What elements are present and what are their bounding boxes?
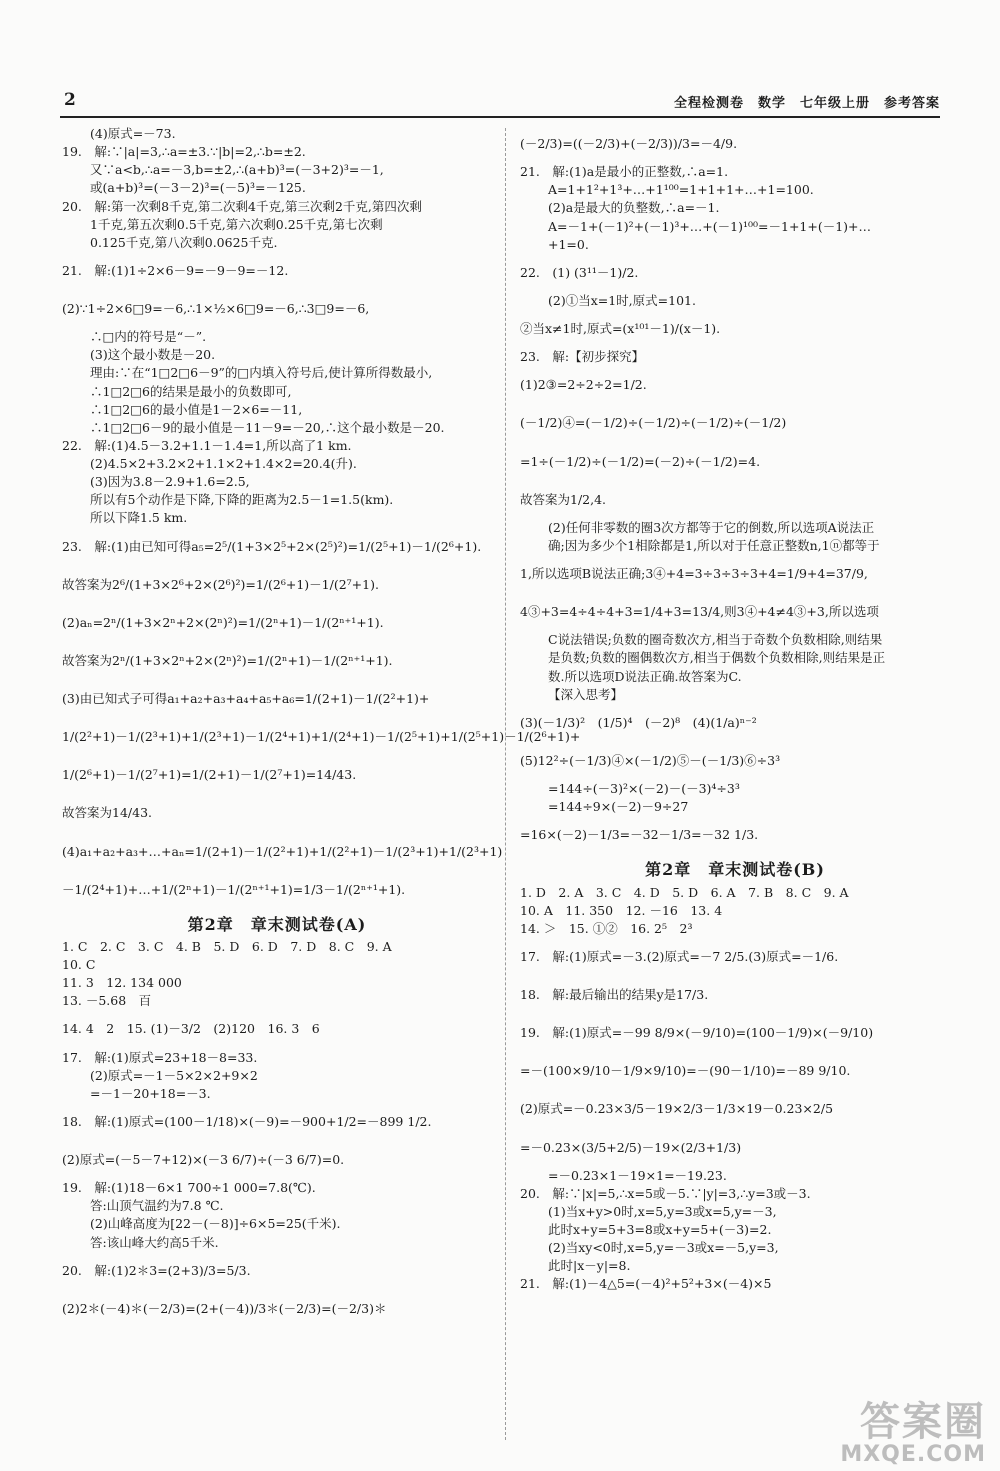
answer-line: ∴1□2□6的最小值是1－2×6=－11,: [90, 401, 303, 417]
answer-line: (2)原式=－1－5×2×2+9×2: [90, 1067, 258, 1083]
answer-line: (－1/2)④=(－1/2)÷(－1/2)÷(－1/2)÷(－1/2): [520, 415, 787, 431]
answer-line: (2)山峰高度为[22－(－8)]÷6×5=25(千米).: [90, 1216, 341, 1232]
answer-line: 10. C: [62, 957, 96, 973]
answer-line: =144÷9×(－2)－9÷27: [548, 799, 689, 815]
answer-line: 答:山顶气温约为7.8 ℃.: [90, 1198, 224, 1214]
right-column: [520, 125, 950, 1294]
answer-line: 19. 解:(1)原式=－99 8/9×(－9/10)=(100－1/9)×(－9/10): [520, 1025, 874, 1041]
answer-line: 此时x+y=5+3=8或x+y=5+(－3)=2.: [548, 1222, 772, 1238]
answer-line: 17. 解:(1)原式=23+18－8=33.: [62, 1049, 258, 1065]
answer-line: +1=0.: [548, 236, 589, 252]
answer-line: (5)12²÷(－1/3)④×(－1/2)⑤－(－1/3)⑥÷3³: [520, 752, 781, 768]
watermark-url: MXQE.COM: [840, 1442, 986, 1467]
answer-line: 1. C 2. C 3. C 4. B 5. D 6. D 7. D 8. C 9. A: [62, 938, 392, 954]
answer-line: 18. 解:(1)原式=(100－1/18)×(－9)=－900+1/2=－899 1/2.: [62, 1113, 432, 1129]
answer-line: (1)当x+y>0时,x=5,y=3或x=5,y=－3,: [548, 1203, 777, 1219]
section-heading: 第2章 章末测试卷(B): [645, 860, 825, 880]
answer-line: 所以有5个动作是下降,下降的距离为2.5－1=1.5(km).: [90, 492, 394, 508]
answer-line: A=－1+(－1)²+(－1)³+…+(－1)¹⁰⁰=－1+1+(－1)+…: [548, 218, 872, 234]
answer-line: 20. 解:∵|x|=5,∴x=5或－5.∵|y|=3,∴y=3或－3.: [520, 1185, 811, 1201]
watermark-logo: 答案圈: [860, 1399, 986, 1445]
header-title: 全程检测卷 数学 七年级上册 参考答案: [673, 96, 940, 111]
watermark: [840, 1399, 986, 1467]
answer-line: (2)当xy<0时,x=5,y=－3或x=－5,y=3,: [548, 1240, 779, 1256]
answer-line: 21. 解:(1)1÷2×6－9=－9－9=－12.: [62, 262, 289, 278]
answer-line: 19. 解:∵|a|=3,∴a=±3.∵|b|=2,∴b=±2.: [62, 144, 306, 160]
answer-line: 确;因为多少个1相除都是1,所以对于任意正整数n,1ⓝ都等于: [548, 537, 880, 553]
answer-line: 21. 解:(1)－4△5=(－4)²+5²+3×(－4)×5: [520, 1276, 772, 1292]
answer-line: =－0.23×(3/5+2/5)－19×(2/3+1/3): [520, 1139, 742, 1155]
answer-line: =－(100×9/10－1/9×9/10)=－(90－1/10)=－89 9/10.: [520, 1063, 851, 1079]
answer-line: (2)a是最大的负整数,∴a=－1.: [548, 200, 720, 216]
answer-line: C说法错误;负数的圈奇数次方,相当于奇数个负数相除,则结果: [548, 632, 883, 648]
answer-line: (2)∵1÷2×6□9=－6,∴1×½×6□9=－6,∴3□9=－6,: [62, 301, 370, 316]
answer-line: ∴□内的符号是“－”.: [90, 329, 207, 345]
answer-line: 1/(2²+1)－1/(2³+1)+1/(2³+1)－1/(2⁴+1)+1/(2⁴+1)－1/(2⁵+1)+1/(2⁵+1)－1/(2⁶+1)+: [62, 729, 581, 745]
answer-line: 10. A 11. 350 12. －16 13. 4: [520, 902, 723, 918]
answer-line: =－0.23×1－19×1=－19.23.: [548, 1167, 727, 1183]
answer-line: 1/(2⁶+1)－1/(2⁷+1)=1/(2+1)－1/(2⁷+1)=14/43.: [62, 767, 357, 783]
answer-line: (2)①当x=1时,原式=101.: [548, 292, 696, 308]
answer-line: 22. 解:(1)4.5－3.2+1.1－1.4=1,所以高了1 km.: [62, 437, 352, 453]
section-heading: 第2章 章末测试卷(A): [187, 914, 367, 934]
column-divider: [505, 128, 506, 1440]
answer-line: (2)aₙ=2ⁿ/(1+3×2ⁿ+2×(2ⁿ)²)=1/(2ⁿ+1)－1/(2ⁿ⁺¹+1).: [62, 614, 384, 630]
answer-line: 20. 解:(1)2＊3=(2+3)/3=5/3.: [62, 1262, 251, 1278]
answer-line: 14. 4 2 15. (1)－3/2 (2)120 16. 3 6: [62, 1021, 320, 1037]
answer-line: 14. ＞ 15. ①② 16. 2⁵ 2³: [520, 920, 693, 936]
answer-line: (3)由已知式子可得a₁+a₂+a₃+a₄+a₅+a₆=1/(2+1)－1/(2²+1)+: [62, 691, 430, 706]
answer-line: (2)4.5×2+3.2×2+1.1×2+1.4×2=20.4(升).: [90, 456, 357, 471]
answer-line: 数.所以选项D说法正确.故答案为C.: [548, 668, 742, 684]
answer-line: 故答案为14/43.: [62, 805, 152, 821]
answer-line: －1/(2⁴+1)+…+1/(2ⁿ+1)－1/(2ⁿ⁺¹+1)=1/3－1/(2ⁿ⁺¹+1).: [62, 881, 406, 897]
answer-line: =－1－20+18=－3.: [90, 1085, 211, 1101]
answer-line: 故答案为2ⁿ/(1+3×2ⁿ+2×(2ⁿ)²)=1/(2ⁿ+1)－1/(2ⁿ⁺¹+1).: [62, 652, 393, 668]
answer-line: (2)原式=(－5－7+12)×(－3 6/7)÷(－3 6/7)=0.: [62, 1152, 345, 1168]
answer-line: 21. 解:(1)a是最小的正整数,∴a=1.: [520, 164, 729, 180]
answer-line: (3)因为3.8－2.9+1.6=2.5,: [90, 474, 250, 490]
answer-line: 23. 解:(1)由已知可得a₅=2⁵/(1+3×2⁵+2×(2⁵)²)=1/(2⁵+1)－1/(2⁶+1).: [62, 538, 482, 554]
answer-line: (2)原式=－0.23×3/5－19×2/3－1/3×19－0.23×2/5: [520, 1101, 834, 1117]
answer-line: 故答案为2⁶/(1+3×2⁶+2×(2⁶)²)=1/(2⁶+1)－1/(2⁷+1).: [62, 576, 379, 592]
answer-line: 故答案为1/2,4.: [520, 491, 607, 507]
answer-line: (3)这个最小数是－20.: [90, 347, 216, 363]
answer-line: 1. D 2. A 3. C 4. D 5. D 6. A 7. B 8. C 9. A: [520, 884, 849, 900]
answer-line: 0.125千克,第八次剩0.0625千克.: [90, 234, 278, 250]
answer-line: (2)2＊(－4)＊(－2/3)=(2+(－4))/3＊(－2/3)=(－2/3)＊: [62, 1300, 387, 1316]
answer-line: =144÷(－3)²×(－2)－(－3)⁴÷3³: [548, 781, 740, 796]
answer-line: 此时|x－y|=8.: [548, 1258, 631, 1274]
answer-line: A=1+1²+1³+…+1¹⁰⁰=1+1+1+…+1=100.: [548, 182, 814, 198]
answer-line: 4③+3=4÷4÷4+3=1/4+3=13/4,则3④+4≠4③+3,所以选项: [520, 604, 879, 620]
answer-line: 【深入思考】: [548, 686, 624, 702]
answer-line: (1)2③=2÷2÷2=1/2.: [520, 377, 647, 393]
answer-line: 17. 解:(1)原式=－3.(2)原式=－7 2/5.(3)原式=－1/6.: [520, 948, 839, 964]
answer-line: 18. 解:最后输出的结果y是17/3.: [520, 987, 709, 1003]
answer-line: =16×(－2)－1/3=－32－1/3=－32 1/3.: [520, 827, 759, 843]
answer-line: 13. －5.68 百: [62, 993, 152, 1009]
answer-line: 所以下降1.5 km.: [90, 510, 188, 526]
answer-line: (4)a₁+a₂+a₃+…+aₙ=1/(2+1)－1/(2²+1)+1/(2²+1)－1/(2³+1)+1/(2³+1): [62, 843, 503, 859]
answer-line: (3)(－1/3)² (1/5)⁴ (－2)⁸ (4)(1/a)ⁿ⁻²: [520, 714, 757, 730]
answer-line: 或(a+b)³=(－3－2)³=(－5)³=－125.: [90, 180, 306, 196]
answer-line: 23. 解:【初步探究】: [520, 349, 645, 365]
answer-line: 是负数;负数的圈偶数次方,相当于偶数个负数相除,则结果是正: [548, 650, 886, 666]
answer-line: (2)任何非零数的圈3次方都等于它的倒数,所以选项A说法正: [548, 519, 875, 535]
answer-line: 11. 3 12. 134 000: [62, 975, 182, 991]
answer-line: 又∵a<b,∴a=－3,b=±2,∴(a+b)³=(－3+2)³=－1,: [90, 162, 384, 178]
answer-line: 1,所以选项B说法正确;3④+4=3÷3÷3÷3+4=1/9+4=37/9,: [520, 566, 868, 581]
answer-line: (4)原式=－73.: [90, 126, 176, 141]
header-rule: [60, 116, 940, 118]
answer-line: 答:该山峰大约高5千米.: [90, 1234, 219, 1250]
page-number: 2: [64, 90, 76, 110]
answer-line: ②当x≠1时,原式=(x¹⁰¹－1)/(x－1).: [520, 321, 721, 336]
answer-line: 理由:∵在“1□2□6－9”的□内填入符号后,使计算所得数最小,: [90, 365, 433, 381]
answer-line: 22. (1) (3¹¹－1)/2.: [520, 264, 639, 280]
answer-line: 20. 解:第一次剩8千克,第二次剩4千克,第三次剩2千克,第四次剩: [62, 198, 422, 214]
answer-line: 19. 解:(1)18－6×1 700÷1 000=7.8(℃).: [62, 1180, 316, 1196]
answer-line: 1千克,第五次剩0.5千克,第六次剩0.25千克,第七次剩: [90, 216, 383, 232]
page-header: [60, 88, 940, 114]
answer-line: ∴1□2□6－9的最小值是－11－9=－20,∴这个最小数是－20.: [90, 419, 445, 435]
answer-line: (－2/3)=((－2/3)+(－2/3))/3=－4/9.: [520, 136, 738, 151]
answer-line: =1÷(－1/2)÷(－1/2)=(－2)÷(－1/2)=4.: [520, 453, 761, 469]
answer-line: ∴1□2□6的结果是最小的负数即可,: [90, 383, 292, 399]
